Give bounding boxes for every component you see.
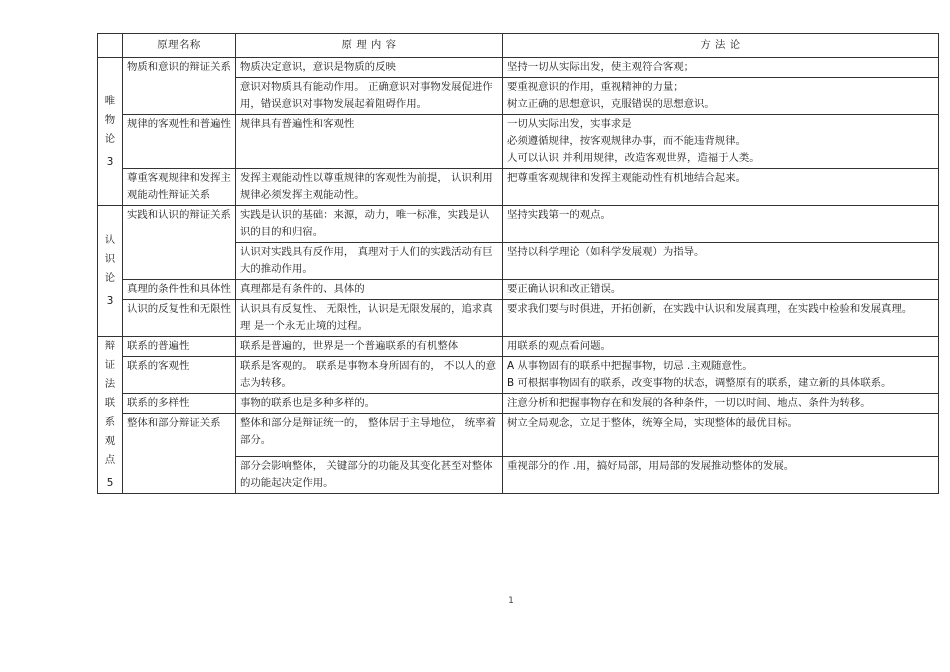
principle-name-cell: 联系的普遍性 bbox=[123, 337, 236, 357]
category-char: 系 bbox=[104, 416, 116, 428]
principle-content-cell bbox=[236, 457, 503, 494]
method-line: 必须遵循规律，按客观规律办事，而不能违背规律。 bbox=[507, 135, 746, 147]
category-char: 点 bbox=[104, 454, 116, 466]
principles-table-body bbox=[98, 34, 939, 494]
method-line: 把尊重客观规律和发挥主观能动性有机地结合起来。 bbox=[507, 172, 746, 184]
principle-content-cell bbox=[236, 169, 503, 206]
principle-content-cell bbox=[236, 414, 503, 457]
principle-content-cell bbox=[236, 243, 503, 280]
category-char: 证 bbox=[104, 359, 116, 371]
principle-content-cell bbox=[236, 280, 503, 300]
method-line: 重视部分的作 .用，搞好局部，用局部的发展推动整体的发展。 bbox=[507, 460, 795, 472]
page-number: 1 bbox=[508, 596, 514, 606]
category-char: 辩 bbox=[104, 340, 116, 352]
content-line: 真理都是有条件的、具体的 bbox=[240, 283, 365, 295]
category-count: 3 bbox=[106, 295, 114, 307]
header-principle-name: 原理名称 bbox=[123, 34, 236, 58]
table-row bbox=[98, 357, 939, 394]
principle-content-cell bbox=[236, 300, 503, 337]
method-line: 人可以认识 并利用规律，改造客观世界，造福于人类。 bbox=[507, 152, 760, 164]
category-cell bbox=[98, 337, 123, 494]
content-line: 意识对物质具有能动作用。 正确意识对事物发展促进作用，错误意识对事物发展起着阻碍作用。 bbox=[240, 81, 493, 110]
content-line: 联系是普遍的，世界是一个普遍联系的有机整体 bbox=[240, 340, 459, 352]
category-char: 论 bbox=[104, 272, 116, 284]
principle-content-cell bbox=[236, 337, 503, 357]
methodology-cell bbox=[503, 457, 939, 494]
methodology-cell bbox=[503, 357, 939, 394]
content-line: 认识对实践具有反作用， 真理对于人们的实践活动有巨大的推动作用。 bbox=[240, 246, 493, 275]
method-line: 树立正确的思想意识，克服错误的思想意识。 bbox=[507, 98, 715, 110]
method-line: 坚持以科学理论（如科学发展观）为指导。 bbox=[507, 246, 705, 258]
category-char: 唯 bbox=[104, 94, 116, 107]
category-char: 观 bbox=[104, 435, 116, 447]
method-line: 一切从实际出发，实事求是 bbox=[507, 118, 632, 130]
methodology-cell bbox=[503, 115, 939, 169]
method-line: 注意分析和把握事物存在和发展的各种条件，一切以时间、地点、条件为转移。 bbox=[507, 397, 871, 409]
method-line: B 可根据事物固有的联系，改变事物的状态，调整原有的联系，建立新的具体联系。 bbox=[507, 377, 892, 389]
principle-content-cell bbox=[236, 206, 503, 243]
category-char: 法 bbox=[104, 378, 116, 390]
principle-name-cell: 真理的条件性和具体性 bbox=[123, 280, 236, 300]
principle-content-cell bbox=[236, 78, 503, 115]
methodology-cell bbox=[503, 300, 939, 337]
principle-name-cell: 联系的客观性 bbox=[123, 357, 236, 394]
method-line: 要正确认识和改正错误。 bbox=[507, 283, 622, 295]
methodology-cell bbox=[503, 337, 939, 357]
principle-name-cell: 实践和认识的辩证关系 bbox=[123, 206, 236, 280]
method-line: 坚持一切从实际出发，使主观符合客观； bbox=[507, 61, 695, 73]
content-line: 实践是认识的基础：来源，动力，唯一标准，实践是认识的目的和归宿。 bbox=[240, 209, 490, 238]
content-line: 发挥主观能动性以尊重规律的客观性为前提， 认识利用规律必须发挥主观能动性。 bbox=[240, 172, 493, 201]
header-row bbox=[98, 34, 939, 58]
table-row bbox=[98, 280, 939, 300]
header-category-cell bbox=[98, 34, 123, 58]
method-line: 树立全局观念，立足于整体，统筹全局，实现整体的最优目标。 bbox=[507, 417, 798, 429]
table-row bbox=[98, 169, 939, 206]
principle-name-cell: 尊重客观规律和发挥主观能动性辩证关系 bbox=[123, 169, 236, 206]
category-count: 5 bbox=[106, 477, 114, 489]
method-line: 要求我们要与时俱进，开拓创新，在实践中认识和发展真理，在实践中检验和发展真理。 bbox=[507, 303, 913, 315]
methodology-cell bbox=[503, 169, 939, 206]
principle-name-cell: 物质和意识的辩证关系 bbox=[123, 58, 236, 115]
principle-content-cell bbox=[236, 58, 503, 78]
methodology-cell bbox=[503, 280, 939, 300]
table-row bbox=[98, 115, 939, 169]
content-line: 认识具有反复性、 无限性，认识是无限发展的，追求真理 是一个永无止境的过程。 bbox=[240, 303, 493, 332]
method-line: A 从事物固有的联系中把握事物，切忌 .主观随意性。 bbox=[507, 360, 753, 372]
category-cell bbox=[98, 58, 123, 206]
header-methodology: 方 法 论 bbox=[503, 34, 939, 58]
methodology-cell bbox=[503, 78, 939, 115]
content-line: 部分会影响整体， 关键部分的功能及其变化甚至对整体的功能起决定作用。 bbox=[240, 460, 493, 489]
table-row bbox=[98, 206, 939, 243]
principles-table bbox=[97, 33, 939, 494]
principle-content-cell bbox=[236, 115, 503, 169]
category-cell bbox=[98, 206, 123, 337]
header-principle-content: 原 理 内 容 bbox=[236, 34, 503, 58]
table-row bbox=[98, 414, 939, 457]
content-line: 事物的联系也是多种多样的。 bbox=[240, 397, 376, 409]
method-line: 用联系的观点看问题。 bbox=[507, 340, 611, 352]
principle-content-cell bbox=[236, 357, 503, 394]
category-char: 论 bbox=[104, 132, 116, 145]
methodology-cell bbox=[503, 243, 939, 280]
methodology-cell bbox=[503, 414, 939, 457]
content-line: 规律具有普遍性和客观性 bbox=[240, 118, 355, 130]
content-line: 整体和部分是辩证统一的， 整体居于主导地位， 统率着部分。 bbox=[240, 417, 496, 446]
table-row bbox=[98, 300, 939, 337]
principle-name-cell: 认识的反复性和无限性 bbox=[123, 300, 236, 337]
table-row bbox=[98, 337, 939, 357]
category-char: 联 bbox=[104, 397, 116, 409]
method-line: 要重视意识的作用，重视精神的力量； bbox=[507, 81, 684, 93]
category-char: 认 bbox=[104, 234, 116, 246]
content-line: 联系是客观的。 联系是事物本身所固有的， 不以人的意志为转移。 bbox=[240, 360, 496, 389]
method-line: 坚持实践第一的观点。 bbox=[507, 209, 611, 221]
principle-name-cell: 规律的客观性和普遍性 bbox=[123, 115, 236, 169]
category-char: 识 bbox=[104, 253, 116, 265]
methodology-cell bbox=[503, 206, 939, 243]
principle-name-cell: 整体和部分辩证关系 bbox=[123, 414, 236, 494]
content-line: 物质决定意识，意识是物质的反映 bbox=[240, 61, 396, 73]
principle-name-cell: 联系的多样性 bbox=[123, 394, 236, 414]
table-row bbox=[98, 394, 939, 414]
category-char: 物 bbox=[104, 113, 116, 126]
methodology-cell bbox=[503, 58, 939, 78]
category-count: 3 bbox=[106, 155, 114, 168]
methodology-cell bbox=[503, 394, 939, 414]
table-row bbox=[98, 58, 939, 78]
principle-content-cell bbox=[236, 394, 503, 414]
